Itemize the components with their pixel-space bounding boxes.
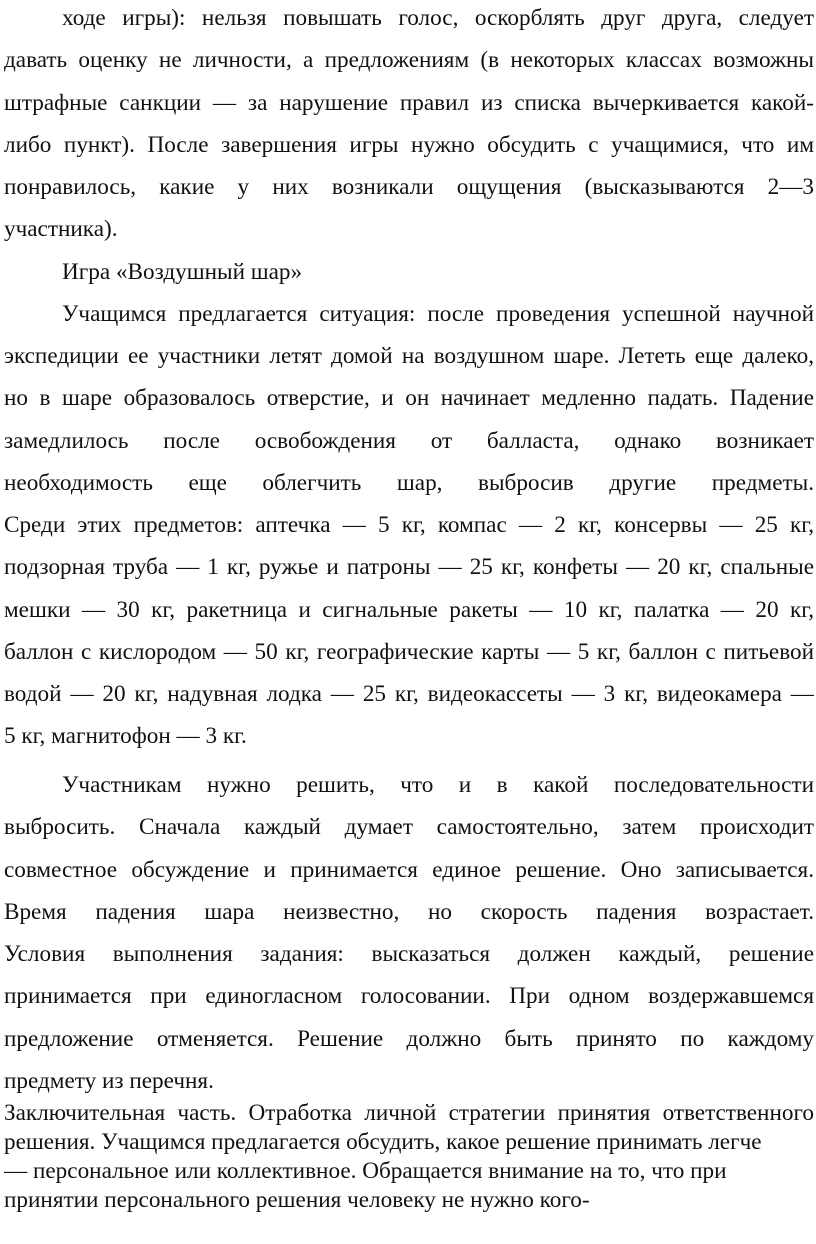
paragraph-2-line-5: необходимость еще облегчить шар, выбросив другие предметы. — [4, 470, 814, 496]
paragraph-2-line-8: мешки — 30 кг, ракетница и сигнальные ракеты — 10 кг, палатка — 20 кг, — [4, 597, 814, 623]
paragraph-2-line-2: экспедиции ее участники летят домой на воздушном шаре. Лететь еще далеко, — [4, 343, 814, 369]
paragraph-4-line-4: принятии персонального решения человеку не нужно кого- — [4, 1187, 590, 1213]
paragraph-1-line-6: участника). — [4, 216, 118, 242]
paragraph-3-line-6: принимается при единогласном голосовании. При одном воздержавшемся — [4, 983, 814, 1009]
paragraph-2-line-6: Среди этих предметов: аптечка — 5 кг, компас — 2 кг, консервы — 25 кг, — [4, 512, 814, 538]
paragraph-2-line-3: но в шаре образовалось отверстие, и он начинает медленно падать. Падение — [4, 385, 814, 411]
paragraph-1-line-5: понравилось, какие у них возникали ощущения (высказываются 2—3 — [4, 174, 814, 200]
paragraph-3-line-1: Участникам нужно решить, что и в какой последовательности — [62, 772, 814, 798]
paragraph-3-line-7: предложение отменяется. Решение должно быть принято по каждому — [4, 1026, 814, 1052]
paragraph-2-line-1: Учащимся предлагается ситуация: после проведения успешной научной — [62, 301, 814, 327]
paragraph-3-line-8: предмету из перечня. — [4, 1068, 214, 1094]
paragraph-3-line-5: Условия выполнения задания: высказаться должен каждый, решение — [4, 941, 814, 967]
paragraph-3-line-4: Время падения шара неизвестно, но скорость падения возрастает. — [4, 899, 814, 925]
game-heading: Игра «Воздушный шар» — [62, 259, 303, 285]
paragraph-1-line-2: давать оценку не личности, а предложениям (в некоторых классах возможны — [4, 47, 814, 73]
paragraph-2-line-11: 5 кг, магнитофон — 3 кг. — [4, 723, 247, 749]
paragraph-1-line-3: штрафные санкции — за нарушение правил из списка вычеркивается какой- — [4, 90, 814, 116]
paragraph-2-line-7: подзорная труба — 1 кг, ружье и патроны — 25 кг, конфеты — 20 кг, спальные — [4, 554, 814, 580]
paragraph-3-line-3: совместное обсуждение и принимается единое решение. Оно записывается. — [4, 857, 814, 883]
paragraph-2-line-9: баллон с кислородом — 50 кг, географические карты — 5 кг, баллон с питьевой — [4, 639, 814, 665]
paragraph-3-line-2: выбросить. Сначала каждый думает самостоятельно, затем происходит — [4, 814, 814, 840]
paragraph-4-line-3: — персональное или коллективное. Обращается внимание на то, что при — [4, 1158, 727, 1184]
paragraph-1-line-4: либо пункт). После завершения игры нужно обсудить с учащимися, что им — [4, 132, 814, 158]
paragraph-2-line-10: водой — 20 кг, надувная лодка — 25 кг, видеокассеты — 3 кг, видеокамера — — [4, 681, 814, 707]
paragraph-4-line-1: Заключительная часть. Отработка личной стратегии принятия ответственного — [4, 1100, 814, 1126]
paragraph-1-line-1: ходе игры): нельзя повышать голос, оскорблять друг друга, следует — [62, 5, 814, 31]
paragraph-2-line-4: замедлилось после освобождения от балласта, однако возникает — [4, 428, 814, 454]
paragraph-4-line-2: решения. Учащимся предлагается обсудить, какое решение принимать легче — [4, 1129, 762, 1155]
